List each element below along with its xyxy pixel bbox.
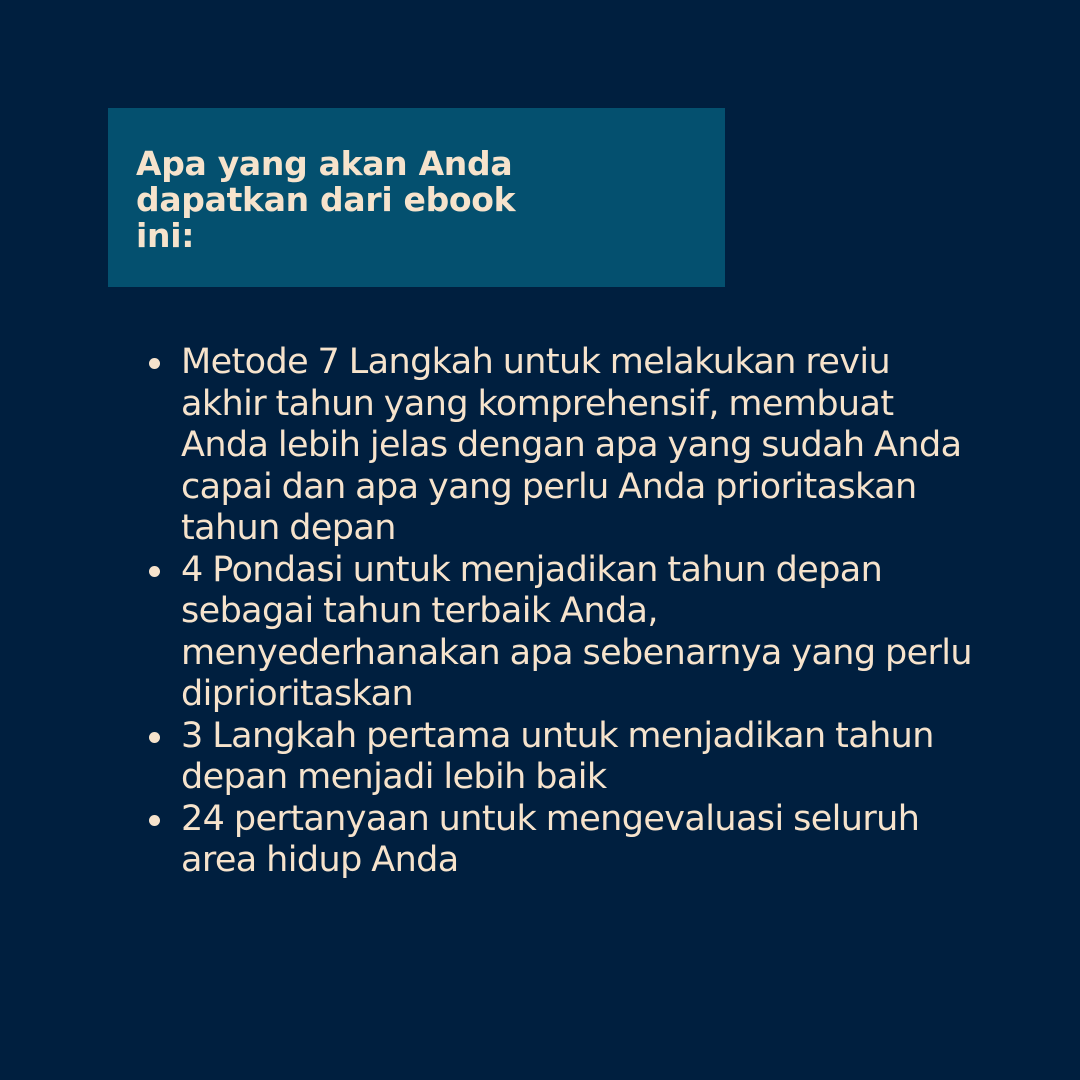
bullet-dot-icon <box>149 358 160 369</box>
bullet-dot-icon <box>149 566 160 577</box>
list-item-text: 24 pertanyaan untuk mengevaluasi seluruh area hidup Anda <box>181 798 920 880</box>
title-heading: Apa yang akan Anda dapatkan dari ebook ini: <box>136 144 516 255</box>
list-item-text: 4 Pondasi untuk menjadikan tahun depan sebagai tahun terbaik Anda, menyederhanakan apa sebenarnya yang perlu diprioritaskan <box>181 549 973 714</box>
list-item <box>140 550 980 716</box>
list-item <box>140 342 980 550</box>
list-item-text: 3 Langkah pertama untuk menjadikan tahun depan menjadi lebih baik <box>181 715 934 797</box>
list-item-text: Metode 7 Langkah untuk melakukan reviu akhir tahun yang komprehensif, membuat Anda lebih jelas dengan apa yang sudah Anda capai dan apa yang perlu Anda prioritaskan tahun depan <box>181 342 962 548</box>
benefits-list <box>140 342 980 882</box>
bullet-dot-icon <box>149 815 160 826</box>
bullet-dot-icon <box>149 732 160 743</box>
title-box <box>108 108 725 287</box>
list-item <box>140 716 980 799</box>
list-item <box>140 799 980 882</box>
